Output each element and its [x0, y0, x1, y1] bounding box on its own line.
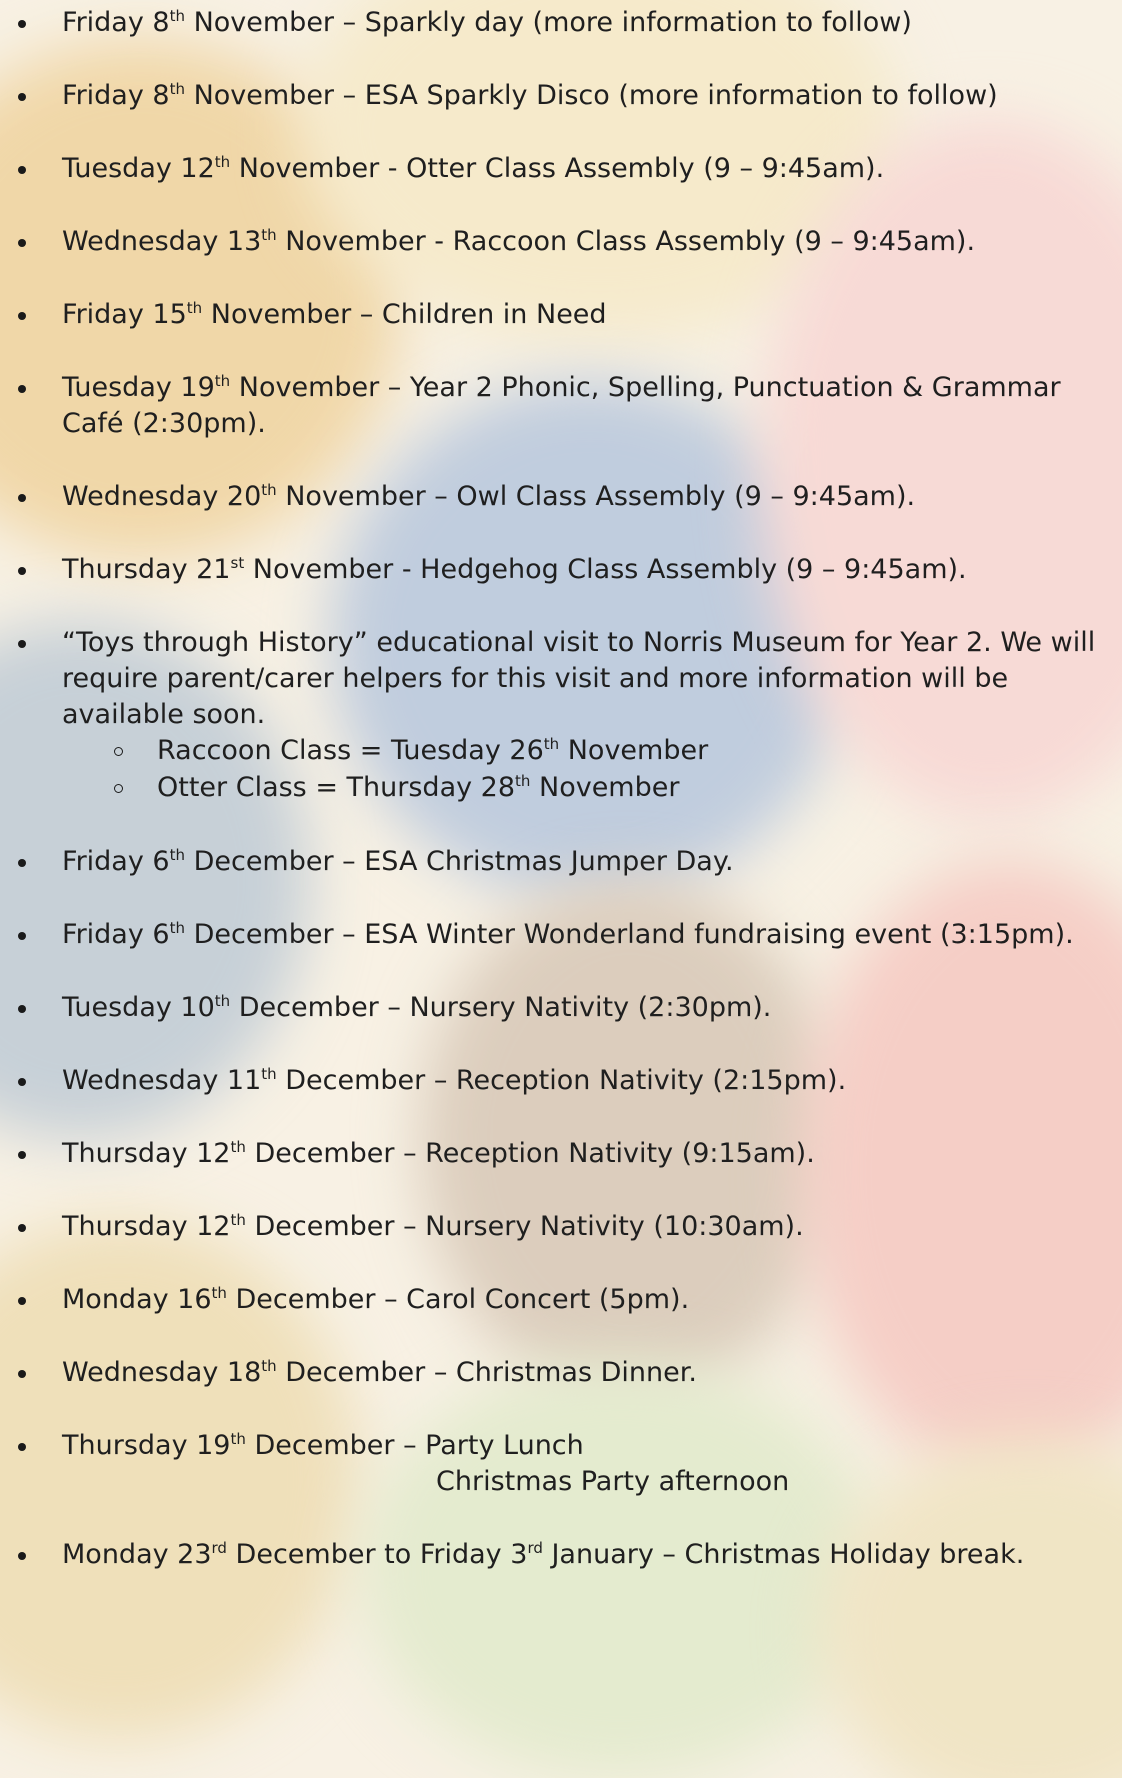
ordinal-suffix: th: [261, 481, 277, 499]
ordinal-suffix: th: [261, 1065, 277, 1083]
event-text: Friday 15: [62, 299, 187, 330]
event-text: December – Carol Concert (5pm).: [226, 1284, 690, 1315]
sub-event-text: November: [530, 772, 680, 803]
event-text-line: [62, 1062, 846, 1100]
bullet-icon: [18, 1443, 26, 1451]
bullet-icon: [18, 166, 26, 174]
bullet-icon: [18, 1552, 26, 1560]
event-text: Friday 6: [62, 919, 170, 950]
event-text-line: [62, 1354, 697, 1392]
event-text-line: [62, 369, 1061, 407]
event-text: Thursday 19: [62, 1430, 231, 1461]
bullet-icon: [18, 1370, 26, 1378]
event-text: November – Children in Need: [202, 299, 607, 330]
event-text-line: [62, 696, 265, 734]
ordinal-suffix: th: [214, 372, 231, 390]
event-text: December – Party Lunch: [245, 1430, 584, 1461]
event-text: December – Nursery Nativity (10:30am).: [245, 1211, 804, 1242]
ordinal-suffix: th: [169, 919, 185, 937]
event-text: Tuesday 10: [62, 992, 215, 1023]
ordinal-suffix: th: [214, 992, 231, 1010]
sub-event-text: Raccoon Class = Tuesday 26: [157, 735, 544, 766]
event-text-line: [62, 296, 607, 334]
event-text: Café (2:30pm).: [62, 408, 266, 439]
event-text-line: [62, 1208, 804, 1246]
ordinal-suffix: th: [169, 846, 185, 864]
event-text-line: [62, 1536, 1024, 1574]
event-text: November - Hedgehog Class Assembly (9 – 9:45am).: [244, 554, 967, 585]
event-text: Thursday 12: [62, 1211, 231, 1242]
event-text-line: [62, 624, 1095, 662]
bullet-icon: [18, 20, 26, 28]
event-text: Monday 23: [62, 1539, 212, 1570]
event-text: November – ESA Sparkly Disco (more information to follow): [184, 80, 998, 111]
event-text: require parent/carer helpers for this visit and more information will be: [62, 663, 1009, 694]
event-text-line: [62, 223, 975, 261]
sub-event-text: November: [559, 735, 709, 766]
event-text: Tuesday 19: [62, 372, 215, 403]
event-text-line: [62, 478, 915, 516]
event-text-line: [62, 405, 266, 443]
bullet-icon: [18, 1224, 26, 1232]
event-text: November – Sparkly day (more information to follow): [184, 7, 912, 38]
event-text-line: [62, 150, 884, 188]
bullet-icon: [18, 640, 26, 648]
ordinal-suffix: th: [515, 772, 531, 790]
event-text-line: [62, 4, 912, 42]
event-text: Wednesday 11: [62, 1065, 262, 1096]
ordinal-suffix: th: [543, 735, 560, 753]
ordinal-suffix: th: [261, 226, 277, 244]
bullet-icon: [18, 494, 26, 502]
ordinal-suffix: th: [211, 1284, 227, 1302]
event-text: December – ESA Christmas Jumper Day.: [184, 846, 734, 877]
event-text: November - Raccoon Class Assembly (9 – 9:45am).: [276, 226, 976, 257]
bullet-icon: [18, 239, 26, 247]
event-text: available soon.: [62, 699, 266, 730]
event-text: Friday 8: [62, 7, 170, 38]
bullet-icon: [18, 312, 26, 320]
bullet-icon: [18, 567, 26, 575]
bullet-icon: [18, 932, 26, 940]
sub-event-text: Otter Class = Thursday 28: [157, 772, 516, 803]
event-text: Wednesday 18: [62, 1357, 262, 1388]
event-text: January – Christmas Holiday break.: [542, 1539, 1025, 1570]
sub-bullet-icon: [114, 784, 123, 793]
event-text: Wednesday 20: [62, 481, 262, 512]
event-text: “Toys through History” educational visit to Norris Museum for Year 2. We will: [62, 627, 1096, 658]
ordinal-suffix: th: [169, 7, 185, 25]
event-text: December to Friday 3: [226, 1539, 528, 1570]
ordinal-suffix: th: [186, 299, 203, 317]
event-text-line: [62, 916, 1074, 954]
event-text-line: [436, 1463, 789, 1501]
ordinal-suffix: th: [169, 80, 185, 98]
event-text: Friday 8: [62, 80, 170, 111]
bullet-icon: [18, 93, 26, 101]
event-text-line: [62, 77, 998, 115]
event-text: Friday 6: [62, 846, 170, 877]
event-text-line: [62, 989, 771, 1027]
event-text-line: [62, 1281, 689, 1319]
ordinal-suffix: th: [230, 1430, 246, 1448]
event-text: November - Otter Class Assembly (9 – 9:45am).: [230, 153, 885, 184]
bullet-icon: [18, 1078, 26, 1086]
event-text: December – Reception Nativity (9:15am).: [245, 1138, 815, 1169]
bullet-icon: [18, 859, 26, 867]
event-text: November – Owl Class Assembly (9 – 9:45am).: [276, 481, 916, 512]
event-text-line: [62, 1135, 815, 1173]
bullet-icon: [18, 1151, 26, 1159]
ordinal-suffix: st: [230, 554, 245, 572]
event-text-line: [62, 551, 967, 589]
event-text: Christmas Party afternoon: [436, 1466, 790, 1497]
event-text: Thursday 12: [62, 1138, 231, 1169]
ordinal-suffix: th: [261, 1357, 277, 1375]
ordinal-suffix: th: [214, 153, 231, 171]
event-text: Thursday 21: [62, 554, 231, 585]
ordinal-suffix: th: [230, 1211, 246, 1229]
event-text: December – Nursery Nativity (2:30pm).: [230, 992, 772, 1023]
ordinal-suffix: rd: [527, 1539, 543, 1557]
event-text: December – Christmas Dinner.: [276, 1357, 697, 1388]
event-text: December – ESA Winter Wonderland fundraising event (3:15pm).: [184, 919, 1074, 950]
event-text: Tuesday 12: [62, 153, 215, 184]
sub-event-line: [157, 732, 708, 770]
event-text: December – Reception Nativity (2:15pm).: [276, 1065, 847, 1096]
event-text-line: [62, 660, 1008, 698]
bullet-icon: [18, 1297, 26, 1305]
sub-event-line: [157, 769, 679, 807]
event-text: Monday 16: [62, 1284, 212, 1315]
bullet-icon: [18, 1005, 26, 1013]
event-text: Wednesday 13: [62, 226, 262, 257]
event-text-line: [62, 1427, 584, 1465]
event-text-line: [62, 843, 734, 881]
event-text: November – Year 2 Phonic, Spelling, Punctuation & Grammar: [230, 372, 1061, 403]
ordinal-suffix: rd: [211, 1539, 227, 1557]
ordinal-suffix: th: [230, 1138, 246, 1156]
sub-bullet-icon: [114, 747, 123, 756]
bullet-icon: [18, 385, 26, 393]
